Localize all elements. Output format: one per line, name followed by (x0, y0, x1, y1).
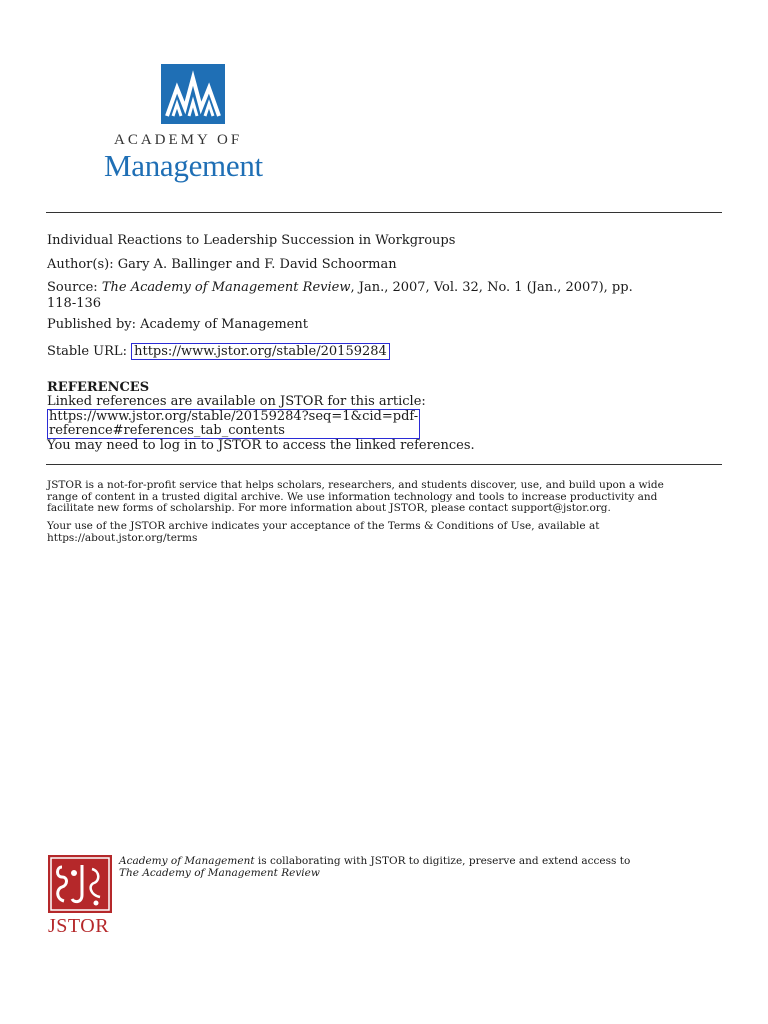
aom-mountain-icon (161, 64, 225, 124)
stable-url-link[interactable]: https://www.jstor.org/stable/20159284 (131, 343, 390, 360)
source-line (47, 280, 723, 312)
references-link-line-2[interactable]: reference#references_tab_contents (49, 423, 285, 438)
references-link-line-1[interactable]: https://www.jstor.org/stable/20159284?seq=1&cid=pdf- (49, 409, 419, 424)
jstor-wordmark: JSTOR (48, 915, 110, 937)
top-divider (46, 212, 722, 213)
authors-label: Author(s): (47, 257, 114, 272)
stable-url-line (47, 344, 723, 360)
published-by-line (47, 317, 723, 333)
terms-notice (47, 521, 737, 544)
middle-divider (46, 464, 722, 465)
published-by-value: Academy of Management (140, 317, 308, 332)
collaboration-statement (119, 856, 739, 879)
logo-text-management: Management (104, 148, 263, 183)
article-title: Individual Reactions to Leadership Succession in Workgroups (47, 233, 456, 248)
authors-value: Gary A. Ballinger and F. David Schoorman (117, 257, 397, 272)
references-heading: REFERENCES (47, 380, 150, 395)
collab-journal: The Academy of Management Review (119, 866, 320, 879)
jstor-notice-line-3: facilitate new forms of scholarship. For more information about JSTOR, please contact support@jstor.org. (47, 502, 611, 514)
authors-line (47, 257, 723, 273)
terms-url[interactable]: https://about.jstor.org/terms (47, 531, 198, 544)
collab-org: Academy of Management (119, 855, 255, 867)
published-by-label: Published by: (47, 317, 136, 332)
jstor-notice-line-2: range of content in a trusted digital archive. We use information technology and tools to increase productivity and (47, 490, 658, 503)
jstor-emblem-icon (48, 855, 112, 913)
references-section (47, 395, 727, 453)
references-login-note: You may need to log in to JSTOR to access the linked references. (47, 438, 475, 453)
jstor-logo (48, 855, 116, 938)
source-pages: 118-136 (47, 296, 102, 311)
collab-text: is collaborating with JSTOR to digitize, preserve and extend access to (254, 855, 631, 867)
references-intro: Linked references are available on JSTOR for this article: (47, 394, 426, 409)
source-label: Source: (47, 280, 98, 295)
source-details: , Jan., 2007, Vol. 32, No. 1 (Jan., 2007), pp. (350, 280, 633, 295)
source-journal: The Academy of Management Review (101, 280, 351, 295)
stable-url-label: Stable URL: (47, 344, 127, 359)
references-link[interactable] (47, 409, 420, 439)
terms-notice-line-1: Your use of the JSTOR archive indicates your acceptance of the Terms & Conditions of Use, available at (47, 520, 600, 532)
jstor-notice (47, 480, 737, 515)
logo-text-academy-of: ACADEMY OF (114, 132, 243, 148)
jstor-notice-line-1: JSTOR is a not-for-profit service that helps scholars, researchers, and students discover, use, and build upon a wide (47, 479, 664, 491)
